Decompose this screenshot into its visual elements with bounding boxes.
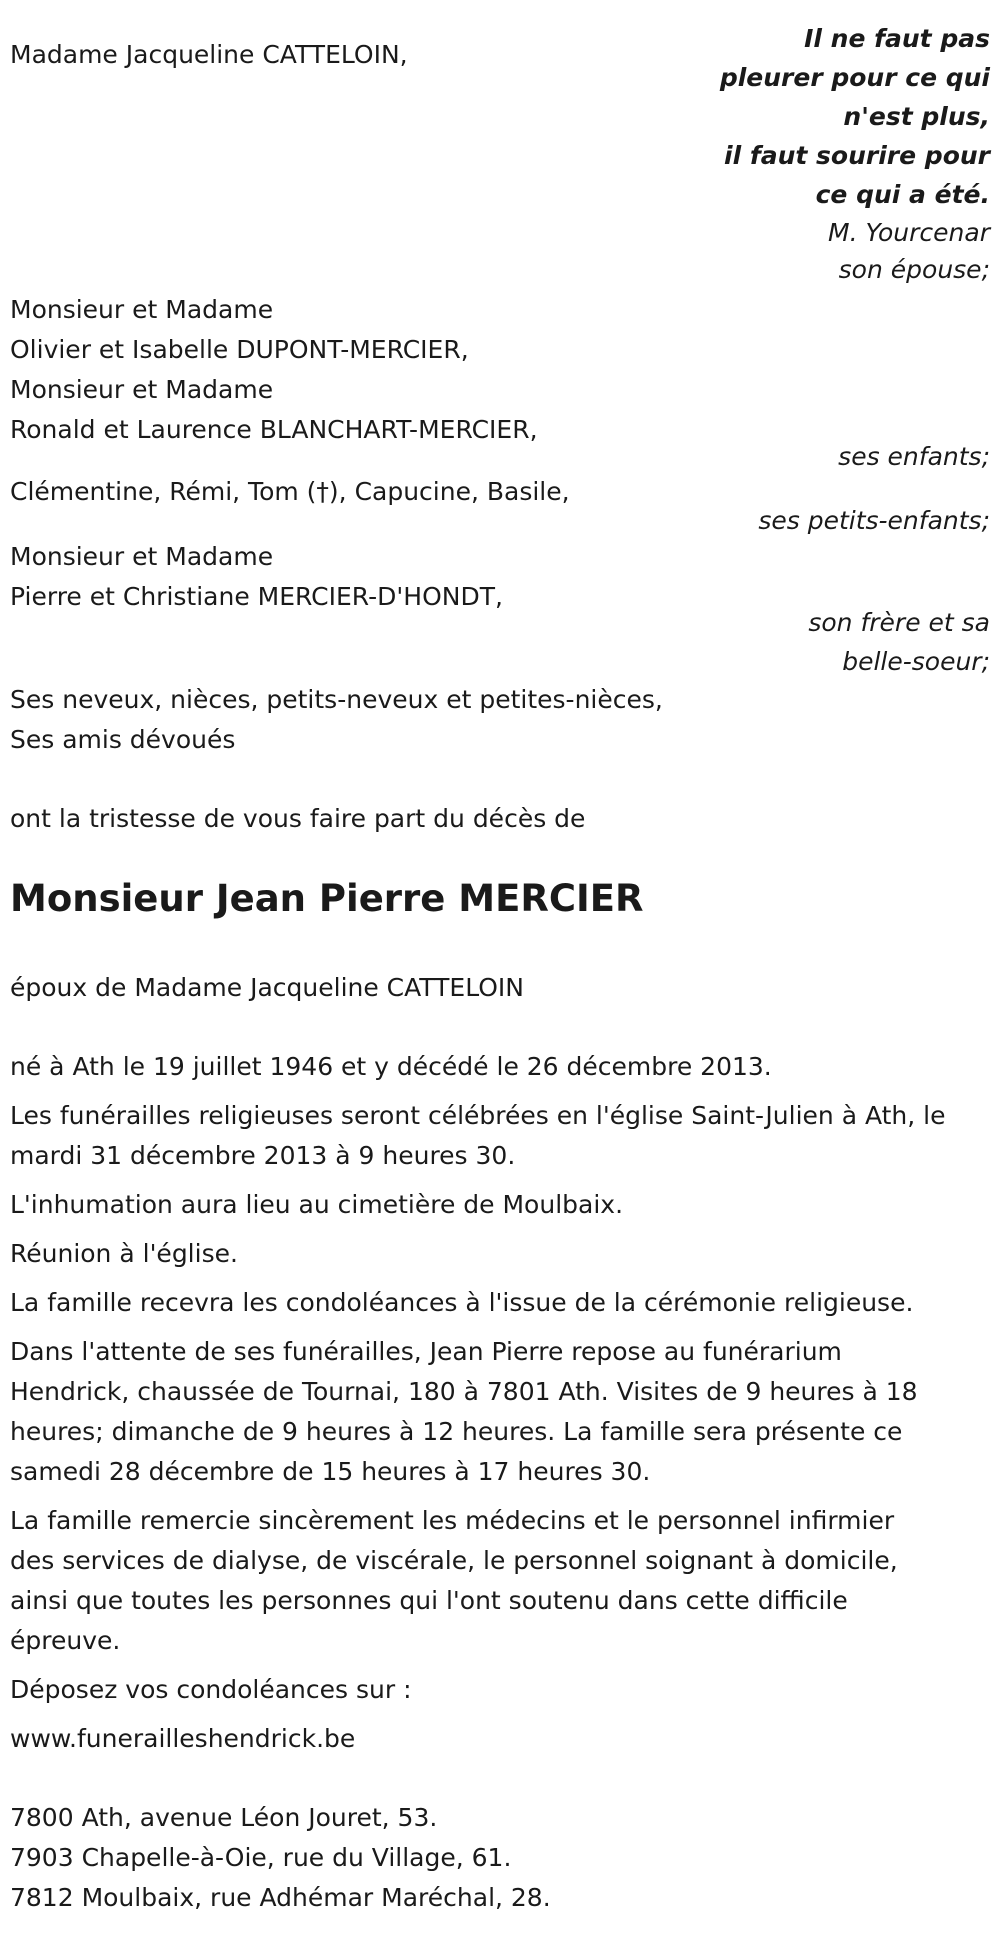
meeting: Réunion à l'église. [10,1239,238,1268]
birth-death: né à Ath le 19 juillet 1946 et y décédé le 26 décembre 2013. [10,1052,772,1081]
viewing-line: Hendrick, chaussée de Tournai, 180 à 7801 Ath. Visites de 9 heures à 18 [10,1377,918,1406]
thanks-line: épreuve. [10,1626,121,1655]
thanks-line: des services de dialyse, de viscérale, le personnel soignant à domicile, [10,1546,898,1575]
address-line: 7812 Moulbaix, rue Adhémar Maréchal, 28. [10,1883,551,1912]
quote-line: pleurer pour ce qui [719,63,990,92]
quote-author: M. Yourcenar [828,218,990,247]
address-line: 7800 Ath, avenue Léon Jouret, 53. [10,1803,438,1832]
announcement: ont la tristesse de vous faire part du décès de [10,804,586,833]
children-line: Ronald et Laurence BLANCHART-MERCIER, [10,415,538,444]
others-line: Ses amis dévoués [10,725,236,754]
viewing-line: heures; dimanche de 9 heures à 12 heures. La famille sera présente ce [10,1417,903,1446]
funeral-line: Les funérailles religieuses seront célébrées en l'église Saint-Julien à Ath, le [10,1101,946,1130]
spouse-role: son épouse; [838,255,990,284]
viewing-line: Dans l'attente de ses funérailles, Jean Pierre repose au funérarium [10,1337,842,1366]
others-line: Ses neveux, nièces, petits-neveux et petites-nièces, [10,685,663,714]
condolences: La famille recevra les condoléances à l'issue de la cérémonie religieuse. [10,1288,914,1317]
website-link[interactable]: www.funerailleshendrick.be [10,1724,356,1753]
children-line: Olivier et Isabelle DUPONT-MERCIER, [10,335,469,364]
grandchildren: Clémentine, Rémi, Tom (†), Capucine, Basile, [10,477,570,506]
funeral-line: mardi 31 décembre 2013 à 9 heures 30. [10,1141,516,1170]
quote-line: n'est plus, [843,102,990,131]
sibling-line: Pierre et Christiane MERCIER-D'HONDT, [10,582,503,611]
quote-line: Il ne faut pas [804,24,990,53]
thanks-line: ainsi que toutes les personnes qui l'ont soutenu dans cette difficile [10,1586,848,1615]
address-line: 7903 Chapelle-à-Oie, rue du Village, 61. [10,1843,512,1872]
deceased-name: Monsieur Jean Pierre MERCIER [10,877,644,920]
burial: L'inhumation aura lieu au cimetière de Moulbaix. [10,1190,624,1219]
children-line: Monsieur et Madame [10,375,274,404]
spouse-of: époux de Madame Jacqueline CATTELOIN [10,973,524,1002]
children-line: Monsieur et Madame [10,295,274,324]
sibling-line: Monsieur et Madame [10,542,274,571]
viewing-line: samedi 28 décembre de 15 heures à 17 heures 30. [10,1457,651,1486]
sibling-role: belle-soeur; [842,647,990,676]
sibling-role: son frère et sa [808,608,990,637]
thanks-line: La famille remercie sincèrement les médecins et le personnel infirmier [10,1506,895,1535]
quote-line: il faut sourire pour [724,141,990,170]
spouse-name: Madame Jacqueline CATTELOIN, [10,40,408,69]
online-label: Déposez vos condoléances sur : [10,1675,412,1704]
grandchildren-role: ses petits-enfants; [758,506,990,535]
children-role: ses enfants; [838,442,990,471]
quote-line: ce qui a été. [815,180,990,209]
